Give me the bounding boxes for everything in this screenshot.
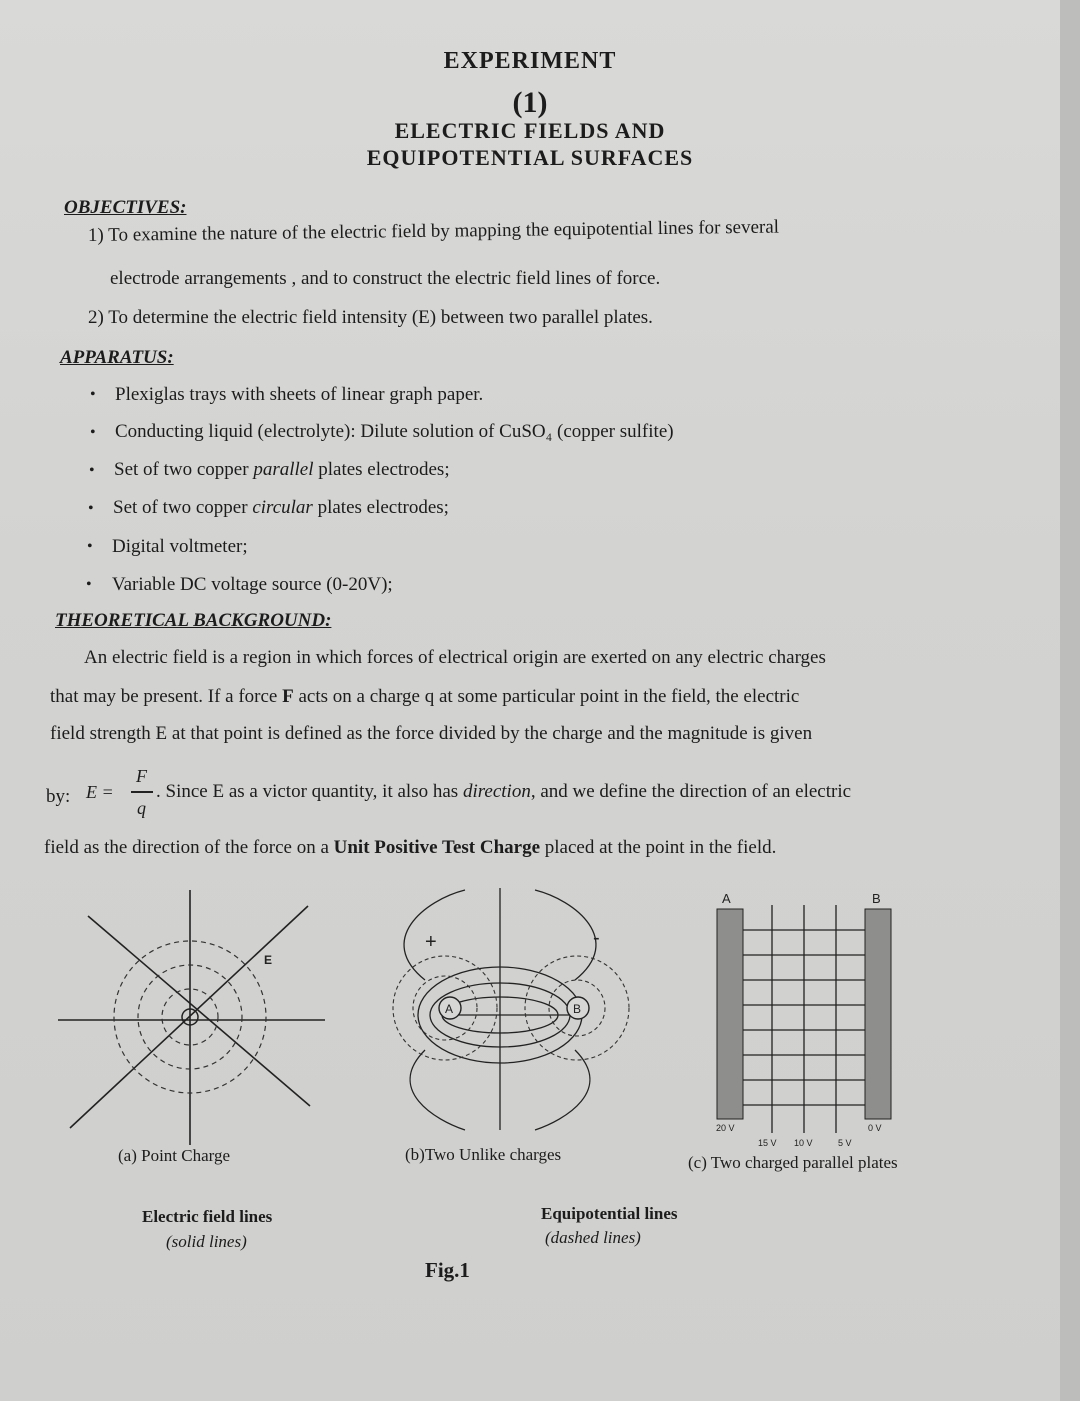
formula-denominator: q [137, 798, 146, 818]
theory-text: . Since E as a victor quantity, it also has [156, 781, 463, 802]
theory-text: field as the direction of the force on a [44, 837, 334, 858]
label-e: E [264, 953, 273, 967]
objectives-heading: OBJECTIVES: [64, 197, 187, 218]
field-line [70, 906, 308, 1128]
theory-line2 [50, 686, 799, 708]
theory-line4 [156, 781, 851, 803]
field-line [88, 916, 310, 1106]
theory-emphasis: direction [462, 781, 531, 802]
theory-bold: Unit Positive Test Charge [333, 837, 540, 858]
theory-text: , and we define the direction of an electric [530, 781, 852, 802]
bullet: • [87, 538, 93, 555]
apparatus-item: Digital voltmeter; [112, 536, 248, 557]
v15-label: 15 V [758, 1138, 777, 1148]
charge-a-label: A [445, 1002, 454, 1016]
experiment-title-line2: EQUIPOTENTIAL SURFACES [366, 145, 694, 170]
plus-sign: + [425, 931, 437, 953]
theory-line1: An electric field is a region in which forces of electrical origin are exerted on any electric charges [84, 647, 826, 668]
theory-bold: F [282, 686, 294, 707]
bullet: • [89, 462, 95, 479]
apparatus-text: Set of two copper [113, 497, 253, 518]
apparatus-text: plates electrodes; [312, 497, 449, 518]
bullet: • [90, 386, 96, 403]
legend-equi-title: Equipotential lines [541, 1204, 678, 1223]
charge-b-label: B [573, 1002, 582, 1016]
minus-sign: - [593, 927, 600, 949]
apparatus-item: Variable DC voltage source (0-20V); [112, 574, 393, 595]
apparatus-text: plates electrodes; [313, 459, 450, 480]
experiment-number: (1) [512, 86, 548, 119]
formula-lhs: E = [86, 782, 114, 802]
bullet: • [88, 500, 94, 517]
bullet: • [90, 424, 96, 441]
caption-b: (b)Two Unlike charges [405, 1145, 562, 1164]
figure-point-charge [50, 880, 340, 1150]
objective-2: 2) To determine the electric field intensity (E) between two parallel plates. [88, 307, 653, 328]
objective-1-line2: electrode arrangements , and to construct the electric field lines of force. [110, 268, 661, 289]
apparatus-heading: APPARATUS: [60, 347, 174, 368]
legend-field-title: Electric field lines [142, 1207, 273, 1226]
theory-by: by: [46, 786, 71, 807]
field-line [535, 1050, 590, 1130]
v0-label: 0 V [868, 1123, 882, 1133]
theory-line3: field strength E at that point is defined as the force divided by the charge and the magnitude is given [50, 723, 813, 744]
formula-numerator: F [136, 766, 147, 786]
apparatus-item-parallel [114, 459, 450, 481]
figure-label: Fig.1 [425, 1258, 470, 1282]
v10-label: 10 V [794, 1138, 813, 1148]
apparatus-emphasis: circular [252, 497, 313, 518]
figure-two-charges [355, 880, 645, 1135]
plate-b-label: B [872, 891, 881, 906]
plate-a [717, 909, 743, 1119]
experiment-heading: EXPERIMENT [443, 48, 617, 74]
bullet: • [86, 576, 92, 593]
caption-a: (a) Point Charge [118, 1146, 231, 1165]
v20-label: 20 V [716, 1123, 735, 1133]
apparatus-item: Plexiglas trays with sheets of linear graph paper. [115, 384, 484, 405]
theory-text: placed at the point in the field. [540, 837, 777, 858]
theory-text: acts on a charge q at some particular point in the field, the electric [293, 686, 800, 707]
apparatus-item: Conducting liquid (electrolyte): Dilute solution of CuSO₄ (copper sulfite) [115, 421, 674, 442]
plate-b [865, 909, 891, 1119]
figure-parallel-plates [700, 885, 930, 1150]
formula-bar [131, 791, 153, 793]
apparatus-text: Set of two copper [114, 459, 254, 480]
theory-text: that may be present. If a force [50, 686, 283, 707]
field-line [535, 890, 596, 980]
v5-label: 5 V [838, 1138, 852, 1148]
objective-1-line1: 1) To examine the nature of the electric field by mapping the equipotential lines for several [87, 216, 780, 246]
legend-equi-sub: (dashed lines) [545, 1228, 641, 1247]
legend-field-sub: (solid lines) [166, 1232, 247, 1251]
plate-a-label: A [722, 891, 731, 906]
theory-line5 [44, 837, 776, 859]
field-line [410, 1050, 465, 1130]
apparatus-emphasis: parallel [253, 459, 314, 480]
caption-c: (c) Two charged parallel plates [688, 1153, 898, 1172]
theory-heading: THEORETICAL BACKGROUND: [55, 610, 332, 631]
experiment-title-line1: ELECTRIC FIELDS AND [394, 118, 666, 143]
apparatus-item-circular [113, 497, 449, 519]
